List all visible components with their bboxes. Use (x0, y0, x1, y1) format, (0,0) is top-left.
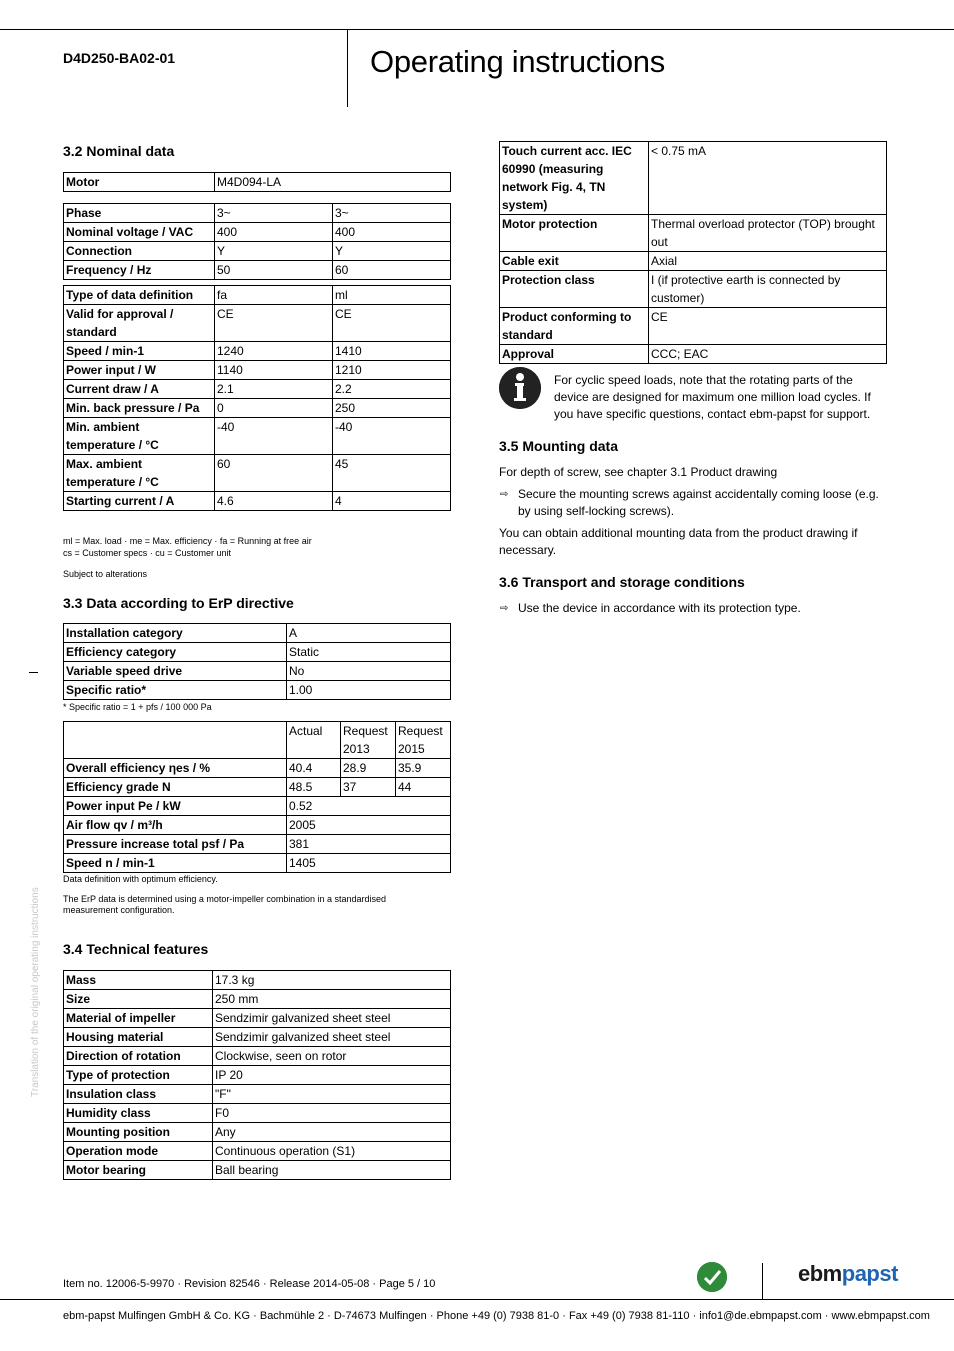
row-label: Product conforming to standard (500, 308, 649, 345)
row-label: Overall efficiency ηes / % (64, 759, 287, 778)
table-row (64, 835, 451, 854)
row-value: 4 (333, 492, 451, 511)
row-label: Connection (64, 242, 215, 261)
row-value: 2.1 (215, 380, 333, 399)
row-label: Motor bearing (64, 1161, 213, 1180)
row-label: Pressure increase total psf / Pa (64, 835, 287, 854)
row-label: Touch current acc. IEC 60990 (measuring network Fig. 4, TN system) (500, 142, 649, 215)
row-value: 50 (215, 261, 333, 280)
table-row (64, 1123, 451, 1142)
row-label: Mass (64, 971, 213, 990)
motor-table (63, 172, 451, 192)
erp-efficiency-table (63, 721, 451, 873)
header-cell: Request 2015 (396, 722, 451, 759)
row-label: Humidity class (64, 1104, 213, 1123)
row-value: 40.4 (287, 759, 341, 778)
erp-table (63, 623, 451, 700)
greentech-badge-icon (697, 1262, 727, 1292)
row-value: Clockwise, seen on rotor (213, 1047, 451, 1066)
table-row (64, 1161, 451, 1180)
electrical-table (63, 203, 451, 280)
row-label: Material of impeller (64, 1009, 213, 1028)
info-icon (499, 367, 541, 409)
table-row (64, 854, 451, 873)
row-value: < 0.75 mA (649, 142, 887, 215)
mounting-paragraph-2: You can obtain additional mounting data from the product drawing if necessary. (499, 526, 858, 557)
header-top-rule (0, 29, 954, 30)
ebmpapst-logo (798, 1261, 898, 1287)
row-value: 2005 (287, 816, 451, 835)
table-row (64, 204, 451, 223)
row-label: Min. ambient temperature / °C (64, 418, 215, 455)
row-value: 3~ (333, 204, 451, 223)
row-value: 48.5 (287, 778, 341, 797)
row-label: Variable speed drive (64, 662, 287, 681)
row-value: 60 (333, 261, 451, 280)
row-value: 250 mm (213, 990, 451, 1009)
row-value: 250 (333, 399, 451, 418)
table-row (64, 971, 451, 990)
table-row (64, 797, 451, 816)
row-value: 35.9 (396, 759, 451, 778)
row-label: Speed n / min-1 (64, 854, 287, 873)
row-value: No (287, 662, 451, 681)
row-value: 400 (333, 223, 451, 242)
table-row (64, 759, 451, 778)
subject-note: Subject to alterations (63, 569, 148, 579)
table-row (64, 286, 451, 305)
specific-ratio-footnote: * Specific ratio = 1 + pfs / 100 000 Pa (63, 702, 212, 712)
table-row (64, 261, 451, 280)
row-value: I (if protective earth is connected by customer) (649, 271, 887, 308)
row-value: 45 (333, 455, 451, 492)
table-row (64, 173, 451, 192)
row-value: A (287, 624, 451, 643)
row-label: Size (64, 990, 213, 1009)
row-value: 2.2 (333, 380, 451, 399)
table-row (64, 361, 451, 380)
row-value: 381 (287, 835, 451, 854)
table-row (64, 1009, 451, 1028)
table-row (64, 1047, 451, 1066)
right-spec-table (499, 141, 887, 364)
row-label: Air flow qv / m³/h (64, 816, 287, 835)
row-label: Cable exit (500, 252, 649, 271)
row-label: Starting current / A (64, 492, 215, 511)
erp-note-1: Data definition with optimum efficiency. (63, 874, 218, 884)
row-label: Installation category (64, 624, 287, 643)
row-value: fa (215, 286, 333, 305)
row-value: -40 (333, 418, 451, 455)
row-value: 60 (215, 455, 333, 492)
row-label: Power input / W (64, 361, 215, 380)
section-heading-mounting: 3.5 Mounting data (499, 438, 618, 454)
table-row (500, 215, 887, 252)
margin-tick-mark (29, 672, 38, 673)
row-value: 28.9 (341, 759, 396, 778)
table-row (64, 778, 451, 797)
row-label: Type of data definition (64, 286, 215, 305)
footer-rule (0, 1299, 954, 1300)
table-row (64, 305, 451, 342)
row-value: CCC; EAC (649, 345, 887, 364)
row-value: Ball bearing (213, 1161, 451, 1180)
row-label: Protection class (500, 271, 649, 308)
table-row (64, 662, 451, 681)
motor-value: M4D094-LA (215, 173, 451, 192)
row-value: CE (649, 308, 887, 345)
row-label: Current draw / A (64, 380, 215, 399)
row-value: 44 (396, 778, 451, 797)
header-divider (347, 29, 348, 107)
header-cell: Actual (287, 722, 341, 759)
row-value: CE (215, 305, 333, 342)
table-row (64, 455, 451, 492)
row-value: Sendzimir galvanized sheet steel (213, 1028, 451, 1047)
row-value: 1.00 (287, 681, 451, 700)
row-value: IP 20 (213, 1066, 451, 1085)
transport-bullet: Use the device in accordance with its protection type. (518, 601, 801, 615)
row-value: "F" (213, 1085, 451, 1104)
legend-note-1: ml = Max. load · me = Max. efficiency · fa = Running at free air (63, 536, 312, 546)
section-heading-transport: 3.6 Transport and storage conditions (499, 574, 745, 590)
mounting-paragraph-1: For depth of screw, see chapter 3.1 Product drawing (499, 465, 778, 479)
arrow-bullet-icon: ⇨ (500, 603, 509, 614)
row-value: Static (287, 643, 451, 662)
table-row (64, 681, 451, 700)
row-value: Thermal overload protector (TOP) brought out (649, 215, 887, 252)
performance-table (63, 285, 451, 511)
row-value: 1410 (333, 342, 451, 361)
row-value: 17.3 kg (213, 971, 451, 990)
row-label: Min. back pressure / Pa (64, 399, 215, 418)
row-label: Operation mode (64, 1142, 213, 1161)
row-value: -40 (215, 418, 333, 455)
table-header-row (64, 722, 451, 759)
table-row (64, 1104, 451, 1123)
row-value: Continuous operation (S1) (213, 1142, 451, 1161)
row-label: Max. ambient temperature / °C (64, 455, 215, 492)
table-row (64, 1085, 451, 1104)
row-value: 37 (341, 778, 396, 797)
page-title: Operating instructions (370, 44, 665, 79)
section-heading-erp: 3.3 Data according to ErP directive (63, 595, 294, 611)
row-label: Specific ratio* (64, 681, 287, 700)
erp-note-2: The ErP data is determined using a motor-impeller combination in a standardised measurement configuration. (63, 894, 387, 915)
table-row (64, 990, 451, 1009)
header-cell (64, 722, 287, 759)
row-value: Sendzimir galvanized sheet steel (213, 1009, 451, 1028)
row-value: CE (333, 305, 451, 342)
row-label: Valid for approval / standard (64, 305, 215, 342)
row-value: ml (333, 286, 451, 305)
motor-label: Motor (64, 173, 215, 192)
table-row (500, 142, 887, 215)
logo-text-papst: papst (841, 1261, 898, 1286)
table-row (64, 223, 451, 242)
table-row (64, 492, 451, 511)
row-label: Nominal voltage / VAC (64, 223, 215, 242)
row-label: Efficiency category (64, 643, 287, 662)
table-row (500, 308, 887, 345)
table-row (64, 342, 451, 361)
logo-text-ebm: ebm (798, 1261, 842, 1286)
table-row (64, 399, 451, 418)
mounting-bullet: Secure the mounting screws against accidentally coming loose (e.g. by using self-locking screws). (518, 487, 879, 518)
row-label: Frequency / Hz (64, 261, 215, 280)
row-value: 4.6 (215, 492, 333, 511)
row-value: Axial (649, 252, 887, 271)
row-label: Type of protection (64, 1066, 213, 1085)
table-row (64, 643, 451, 662)
table-row (64, 418, 451, 455)
row-value: 0.52 (287, 797, 451, 816)
row-label: Efficiency grade N (64, 778, 287, 797)
row-label: Speed / min-1 (64, 342, 215, 361)
row-value: Y (215, 242, 333, 261)
footer-meta: Item no. 12006-5-9970 · Revision 82546 · Release 2014-05-08 · Page 5 / 10 (63, 1278, 436, 1290)
info-note: For cyclic speed loads, note that the rotating parts of the device are designed for maximum one million load cycles. If you have specific questions, contact ebm-papst for support. (554, 373, 871, 421)
row-value: 3~ (215, 204, 333, 223)
table-row (64, 1066, 451, 1085)
row-label: Housing material (64, 1028, 213, 1047)
table-row (64, 1142, 451, 1161)
row-label: Insulation class (64, 1085, 213, 1104)
row-label: Phase (64, 204, 215, 223)
row-value: 1210 (333, 361, 451, 380)
side-note: Translation of the original operating instructions (30, 887, 41, 1097)
section-heading-nominal: 3.2 Nominal data (63, 143, 175, 159)
table-row (500, 345, 887, 364)
legend-note-2: cs = Customer specs · cu = Customer unit (63, 548, 232, 558)
table-row (500, 271, 887, 308)
row-value: 0 (215, 399, 333, 418)
row-value: 1140 (215, 361, 333, 380)
row-label: Mounting position (64, 1123, 213, 1142)
footer-logo-divider (762, 1263, 763, 1299)
arrow-bullet-icon: ⇨ (500, 489, 509, 500)
header-cell: Request 2013 (341, 722, 396, 759)
row-value: Any (213, 1123, 451, 1142)
table-row (64, 816, 451, 835)
table-row (64, 624, 451, 643)
row-value: F0 (213, 1104, 451, 1123)
technical-features-table (63, 970, 451, 1180)
row-label: Approval (500, 345, 649, 364)
row-value: 1405 (287, 854, 451, 873)
section-heading-tech: 3.4 Technical features (63, 941, 209, 957)
document-id: D4D250-BA02-01 (63, 50, 176, 66)
table-row (500, 252, 887, 271)
footer-address: ebm-papst Mulfingen GmbH & Co. KG · Bachmühle 2 · D-74673 Mulfingen · Phone +49 (0) 7938 81-0 · Fax +49 (0) 7938 81-110 · info1@de.ebmpapst.com · www.ebmpapst.com (63, 1310, 930, 1322)
row-value: 400 (215, 223, 333, 242)
row-value: 1240 (215, 342, 333, 361)
table-row (64, 1028, 451, 1047)
row-value: Y (333, 242, 451, 261)
row-label: Power input Pe / kW (64, 797, 287, 816)
table-row (64, 380, 451, 399)
table-row (64, 242, 451, 261)
row-label: Motor protection (500, 215, 649, 252)
row-label: Direction of rotation (64, 1047, 213, 1066)
